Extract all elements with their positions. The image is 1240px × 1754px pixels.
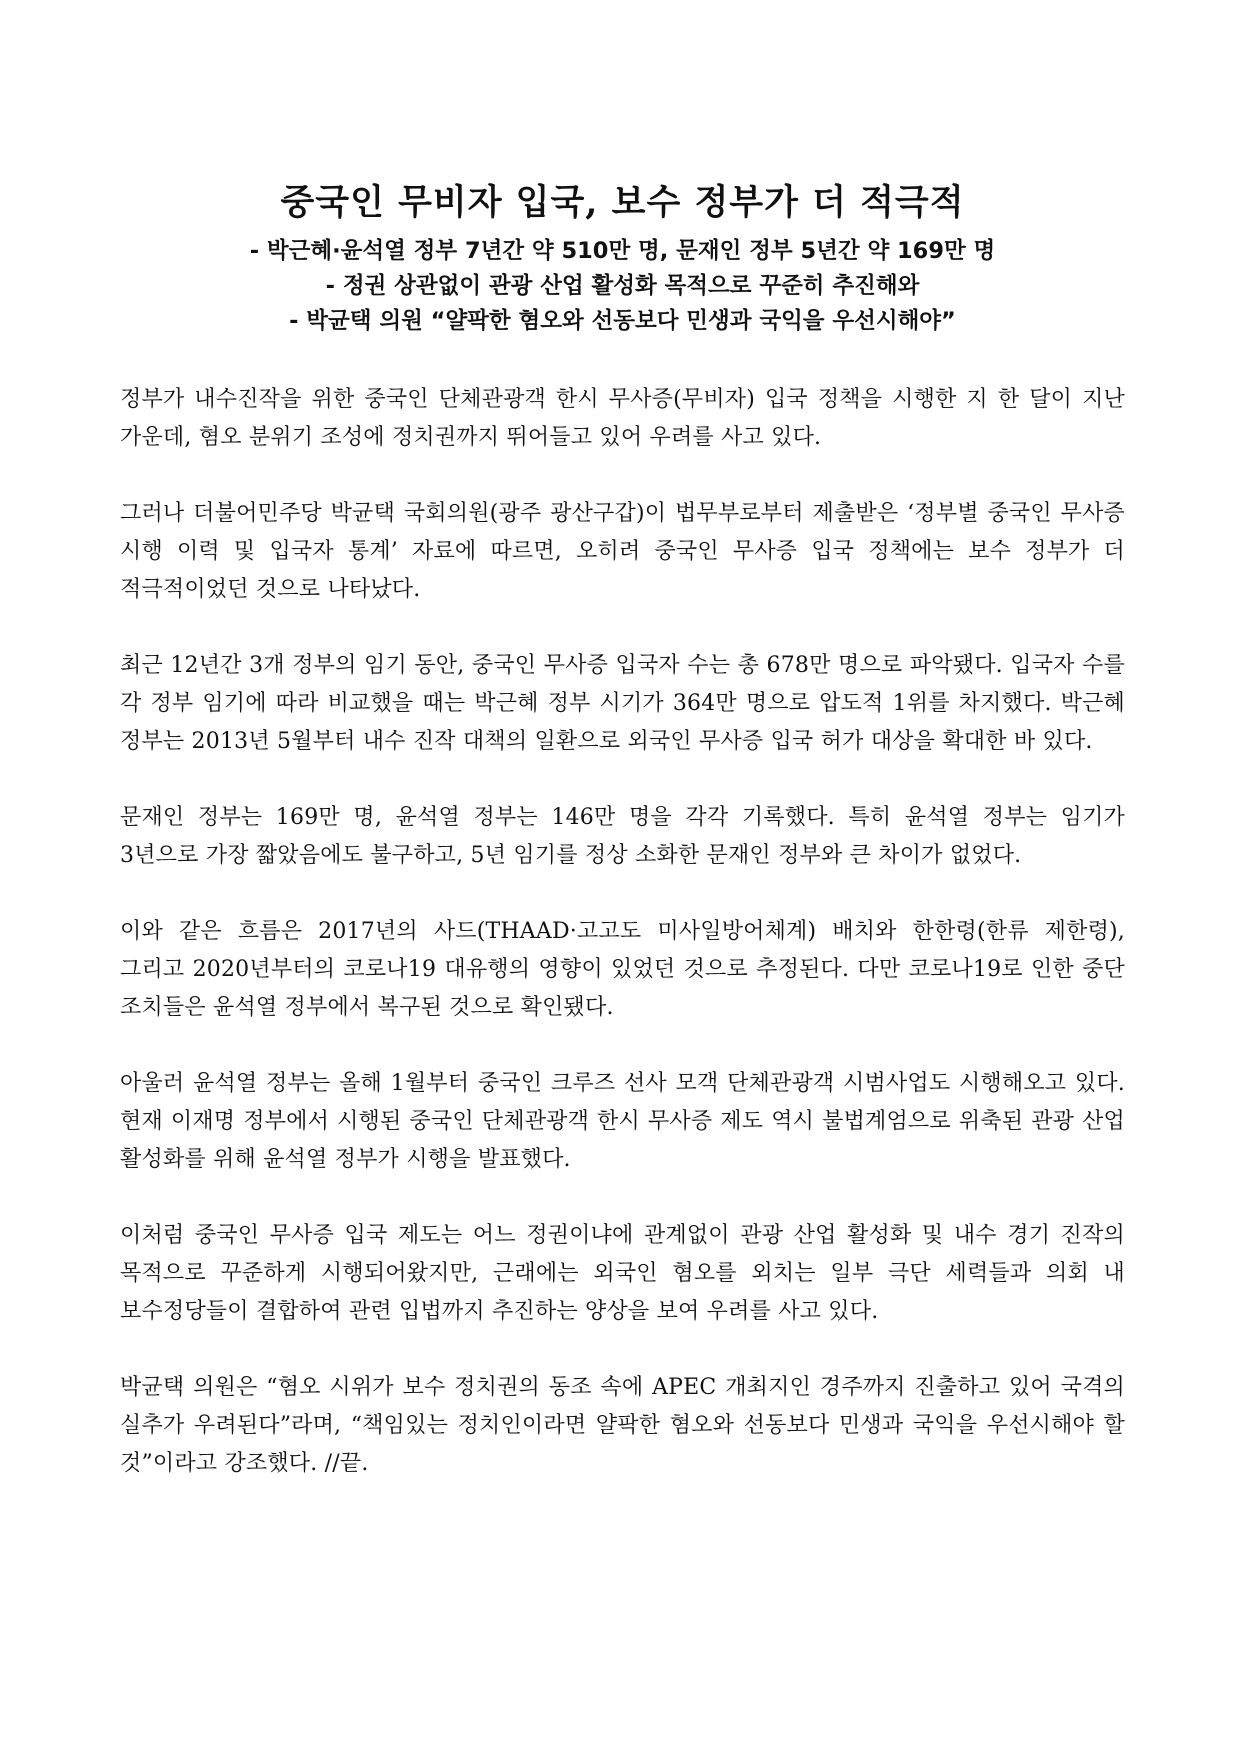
paragraph: 박균택 의원은 “혐오 시위가 보수 정치권의 동조 속에 APEC 개최지인 경주까지 진출하고 있어 국격의 실추가 우려된다”라며, “책임있는 정치인이라면 얄팍한 혐오와 선동보다 민생과 국익을 우선시해야 할 것”이라고 강조했다. //끝. xyxy=(120,1375,1125,1476)
press-release-page xyxy=(120,180,1125,1521)
article-body xyxy=(120,381,1125,1483)
subtitle-line: - 정권 상관없이 관광 산업 활성화 목적으로 꾸준히 추진해와 xyxy=(325,273,920,299)
paragraph: 문재인 정부는 169만 명, 윤석열 정부는 146만 명을 각각 기록했다. 특히 윤석열 정부는 임기가 3년으로 가장 짧았음에도 불구하고, 5년 임기를 정상 소화한 문재인 정부와 큰 차이가 없었다. xyxy=(120,805,1125,868)
subtitle-line: - 박근혜·윤석열 정부 7년간 약 510만 명, 문재인 정부 5년간 약 169만 명 xyxy=(249,238,996,264)
paragraph: 이처럼 중국인 무사증 입국 제도는 어느 정권이냐에 관계없이 관광 산업 활성화 및 내수 경기 진작의 목적으로 꾸준하게 시행되어왔지만, 근래에는 외국인 혐오를 외치는 일부 극단 세력들과 의회 내 보수정당들이 결합하여 관련 입법까지 추진하는 양상을 보여 우려를 사고 있다. xyxy=(120,1223,1125,1324)
paragraph: 이와 같은 흐름은 2017년의 사드(THAAD·고고도 미사일방어체계) 배치와 한한령(한류 제한령), 그리고 2020년부터의 코로나19 대유행의 영향이 있었던 것으로 추정된다. 다만 코로나19로 인한 중단 조치들은 윤석열 정부에서 복구된 것으로 확인됐다. xyxy=(120,919,1125,1020)
subtitle-line: - 박균택 의원 “얄팍한 혐오와 선동보다 민생과 국익을 우선시해야” xyxy=(289,308,956,334)
paragraph: 아울러 윤석열 정부는 올해 1월부터 중국인 크루즈 선사 모객 단체관광객 시범사업도 시행해오고 있다. 현재 이재명 정부에서 시행된 중국인 단체관광객 한시 무사증 제도 역시 불법계엄으로 위축된 관광 산업 활성화를 위해 윤석열 정부가 시행을 발표했다. xyxy=(120,1071,1125,1172)
paragraph: 그러나 더불어민주당 박균택 국회의원(광주 광산구갑)이 법무부로부터 제출받은 ‘정부별 중국인 무사증 시행 이력 및 입국자 통계’ 자료에 따르면, 오히려 중국인 무사증 입국 정책에는 보수 정부가 더 적극적이었던 것으로 나타났다. xyxy=(120,501,1125,602)
page-title: 중국인 무비자 입국, 보수 정부가 더 적극적 xyxy=(280,182,965,223)
paragraph: 정부가 내수진작을 위한 중국인 단체관광객 한시 무사증(무비자) 입국 정책을 시행한 지 한 달이 지난 가운데, 혐오 분위기 조성에 정치권까지 뛰어들고 있어 우려를 사고 있다. xyxy=(120,387,1125,450)
subtitle-block xyxy=(120,234,1125,339)
paragraph: 최근 12년간 3개 정부의 임기 동안, 중국인 무사증 입국자 수는 총 678만 명으로 파악됐다. 입국자 수를 각 정부 임기에 따라 비교했을 때는 박근혜 정부 시기가 364만 명으로 압도적 1위를 차지했다. 박근혜 정부는 2013년 5월부터 내수 진작 대책의 일환으로 외국인 무사증 입국 허가 대상을 확대한 바 있다. xyxy=(120,653,1125,754)
